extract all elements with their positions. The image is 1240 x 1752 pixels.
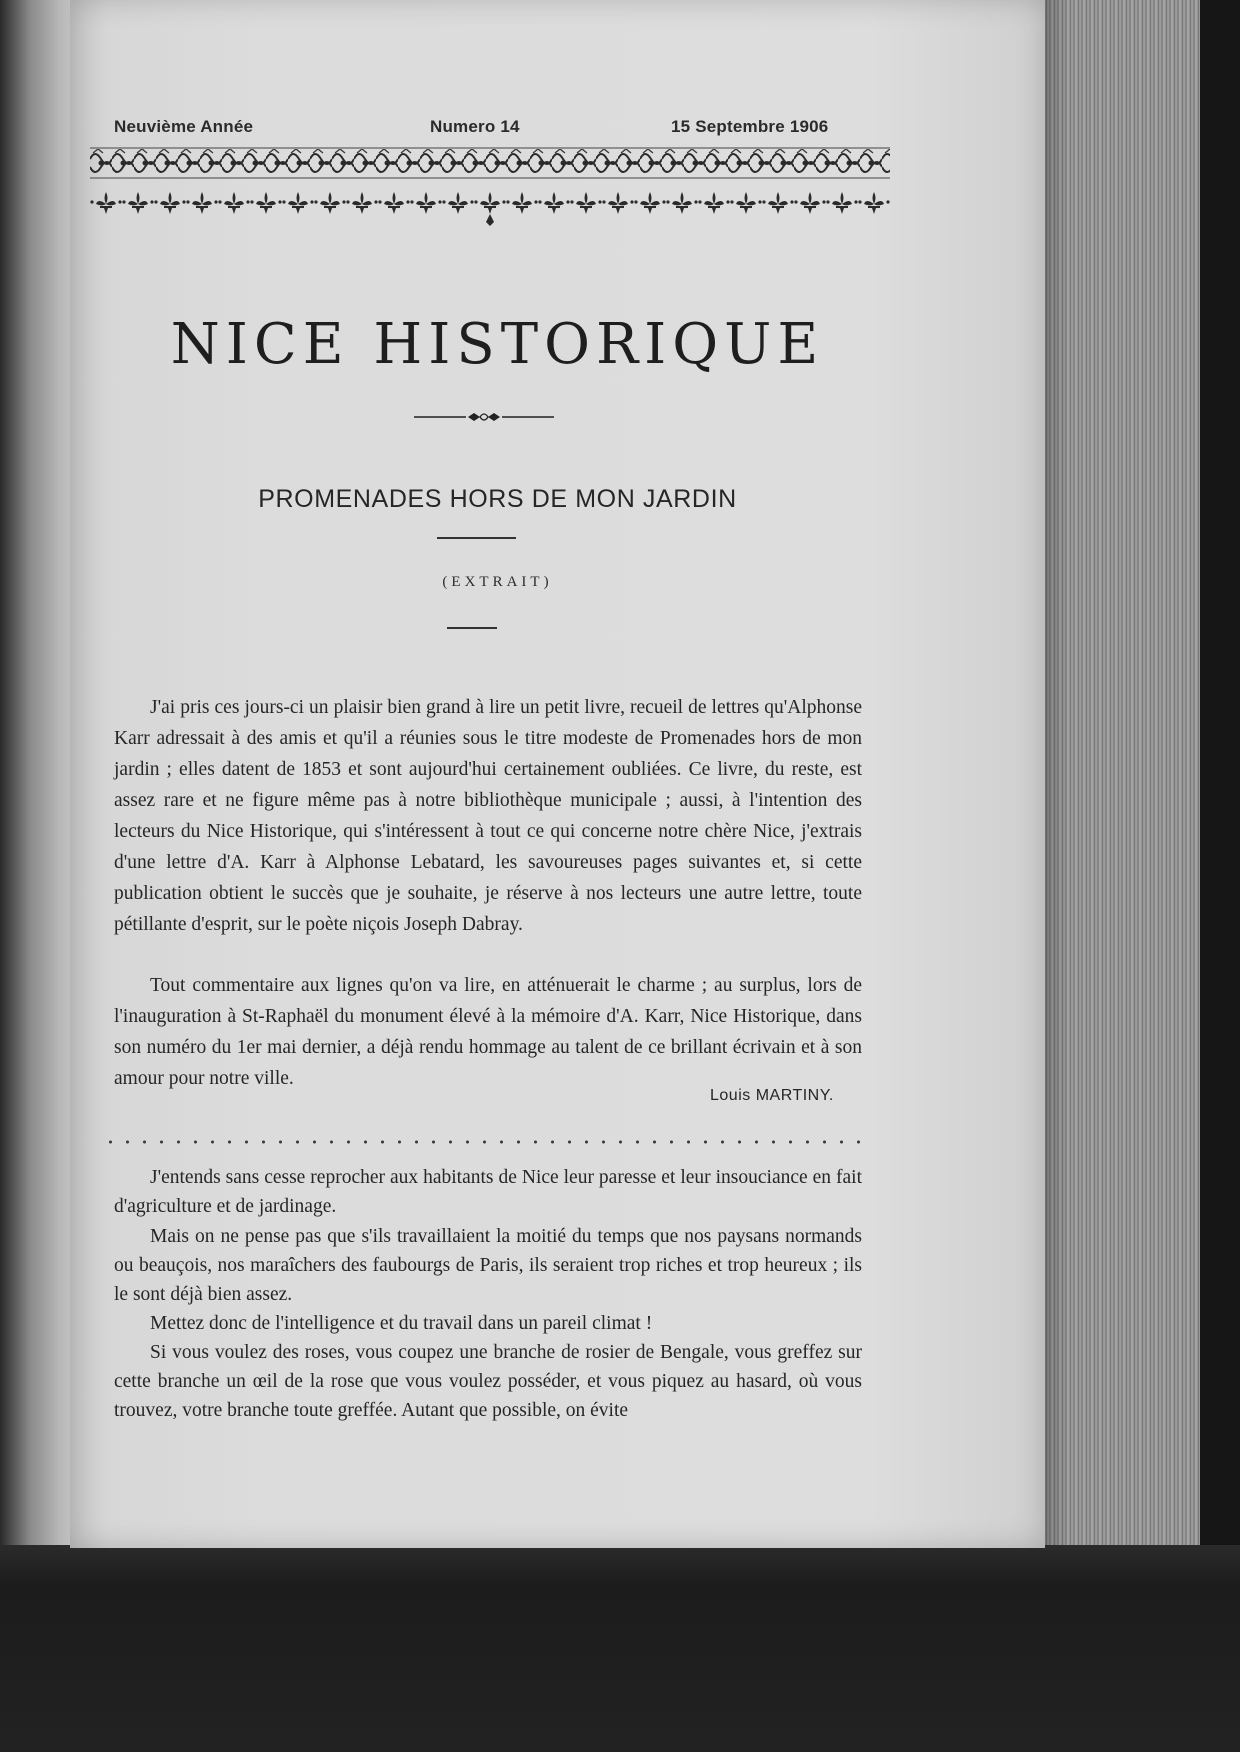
section-rule (447, 627, 497, 629)
header-year: Neuvième Année (114, 117, 254, 136)
body-paragraph-3-text: Mettez donc de l'intelligence et du travail dans un pareil climat ! (150, 1313, 653, 1334)
journal-masthead: NICE HISTORIQUE (170, 312, 825, 377)
scanner-right-margin (1200, 0, 1240, 1752)
article-title: PROMENADES HORS DE MON JARDIN (258, 485, 737, 513)
header-date: 15 Septembre 1906 (671, 117, 829, 136)
fleur-de-lis-border (90, 190, 890, 228)
book-page (70, 0, 1045, 1548)
header-issue-number: Numero 14 (430, 117, 520, 136)
author-signature: Louis MARTINY. (710, 1087, 834, 1104)
body-paragraph-1 (114, 1163, 862, 1221)
dotted-separator (102, 1140, 864, 1144)
decorative-rule (414, 410, 554, 424)
body-paragraph-1-text: J'entends sans cesse reprocher aux habitants de Nice leur paresse et leur insouciance en fait d'agriculture et de jardinage. (114, 1167, 862, 1217)
ornamental-border-top (90, 147, 890, 179)
intro-paragraph-1-text: J'ai pris ces jours-ci un plaisir bien grand à lire un petit livre, recueil de lettres qu'Alphonse Karr adressait à des amis et qu'il a réunies sous le titre modeste de Promenades hors de mon jardin ; elles datent de 1853 et sont aujourd'hui certainement oubliées. Ce livre, du reste, est assez rare et ne figure même pas à notre bibliothèque municipale ; aussi, à l'intention des lecteurs du Nice Historique, qui s'intéressent à tout ce qui concerne notre chère Nice, j'extrais d'une lettre d'A. Karr à Alphonse Lebatard, les savoureuses pages suivantes et, si cette publication obtient le succès que je souhaite, je réserve à nos lecteurs une autre lettre, toute pétillante d'esprit, sur le poète niçois Joseph Dabray. (114, 697, 862, 935)
body-paragraph-4-text: Si vous voulez des roses, vous coupez une branche de rosier de Bengale, vous greffez sur cette branche un œil de la rose que vous voulez posséder, et vous piquez au hasard, où vous trouvez, votre branche toute greffée. Autant que possible, on évite (114, 1342, 862, 1421)
body-paragraph-2 (114, 1222, 862, 1309)
intro-paragraph-2-text: Tout commentaire aux lignes qu'on va lire, en atténuerait le charme ; au surplus, lors de l'inauguration à St-Raphaël du monument élevé à la mémoire d'A. Karr, Nice Historique, dans son numéro du 1er mai dernier, a déjà rendu hommage au talent de ce brillant écrivain et à son amour pour notre ville. (114, 975, 862, 1089)
title-rule (437, 537, 516, 539)
scanner-bottom-margin (0, 1545, 1240, 1752)
intro-paragraph-1 (114, 692, 862, 940)
body-paragraph-2-text: Mais on ne pense pas que s'ils travaillaient la moitié du temps que nos paysans normands ou beauçois, nos maraîchers des faubourgs de Paris, ils seraient trop riches et trop heureux ; ils le sont déjà bien assez. (114, 1226, 862, 1305)
extract-label: (EXTRAIT) (442, 574, 553, 590)
intro-paragraph-2 (114, 970, 862, 1094)
body-paragraph-3 (114, 1309, 862, 1338)
body-paragraph-4 (114, 1338, 862, 1425)
